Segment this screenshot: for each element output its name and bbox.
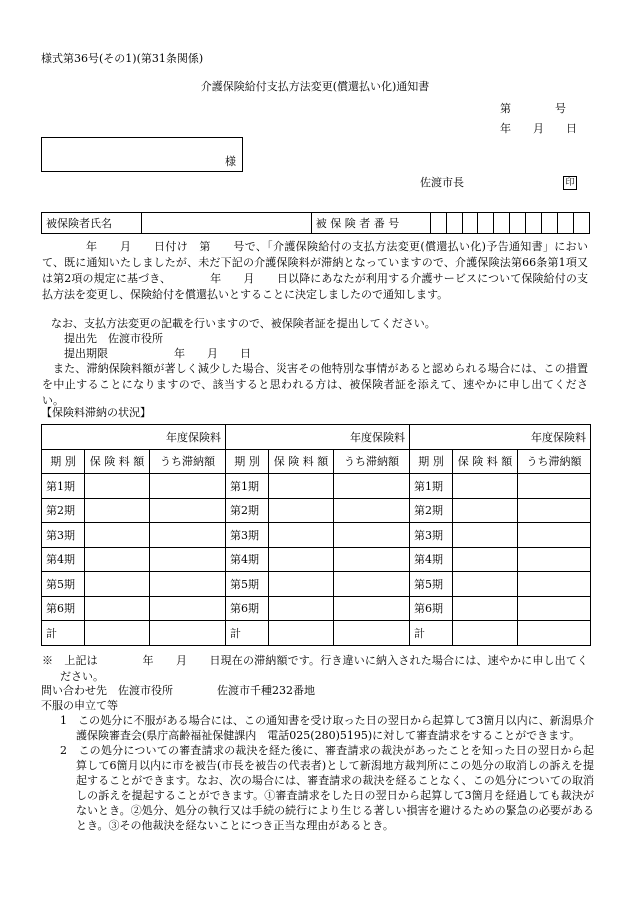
premium-amount-cell xyxy=(453,621,518,646)
period-label: 第1期 xyxy=(226,474,269,499)
addressee-box xyxy=(41,137,243,172)
column-header: 保 険 料 額 xyxy=(453,449,518,474)
form-code: 様式第36号(その1)(第31条関係) xyxy=(41,52,204,65)
table-row xyxy=(42,596,591,621)
premium-amount-cell xyxy=(453,596,518,621)
period-label: 第5期 xyxy=(42,572,85,597)
body-paragraph-2: なお、支払方法変更の記載を行いますので、被保険者証を提出してください。 xyxy=(51,317,436,330)
period-label: 第5期 xyxy=(226,572,269,597)
table-row xyxy=(42,572,591,597)
issuer-name: 佐渡市長 xyxy=(420,176,464,189)
arrears-amount-cell xyxy=(518,596,591,621)
arrears-amount-cell xyxy=(518,498,591,523)
body-paragraph-1: 年 月 日付け 第 号で、「介護保険給付の支払方法変更(償還払い化)予告通知書」において、既に通知いたしましたが、未だ下記の介護保険料が滞納となっていますので、介護保険法第66条第1項又は第2項の規定に基づき、 年 月 日以降にあなたが利用する介護サービスについて保険給付の支払方法を変更し、保険給付を償還払いとすることに決定しましたので通知します。 xyxy=(42,240,588,301)
premium-amount-cell xyxy=(453,547,518,572)
period-label: 第1期 xyxy=(42,474,85,499)
period-label: 計 xyxy=(410,621,453,646)
column-header: うち滞納額 xyxy=(150,449,226,474)
appeal-title: 不服の申立て等 xyxy=(41,699,118,712)
premium-amount-cell xyxy=(85,523,150,548)
period-label: 第6期 xyxy=(226,596,269,621)
arrears-amount-cell xyxy=(150,523,226,548)
addressee-suffix: 様 xyxy=(225,155,236,168)
premium-amount-cell xyxy=(85,474,150,499)
document-title: 介護保険給付支払方法変更(償還払い化)通知書 xyxy=(200,80,430,93)
premium-amount-cell xyxy=(85,498,150,523)
table-row xyxy=(42,498,591,523)
arrears-amount-cell xyxy=(334,621,410,646)
period-label: 第1期 xyxy=(410,474,453,499)
appeal-item-2: 2 この処分についての審査請求の裁決を経た後に、審査請求の裁決があったことを知った日の翌日から起算して6箇月以内に市を被告(市長を被告の代表者)として新潟地方裁判所にこの処分の取消しの訴えを提起することができます。なお、次の場合には、審査請求の裁決を経ることなく、この処分についての取消しの訴えを提起することができます。①審査請求をした日の翌日から起算して3箇月を経過しても裁決がないとき。②処分、処分の執行又は手続の続行により生じる著しい損害を避けるための緊急の必要があるとき。③その他裁決を経ないことにつき正当な理由があるとき。 xyxy=(60,744,594,832)
body-paragraph-3: また、滞納保険料額が著しく減少した場合、災害その他特別な事情があると認められる場合には、この措置を中止することになりますので、該当すると思われる方は、被保険者証を添えて、速やかに申し出てください。 xyxy=(42,362,588,407)
arrears-amount-cell xyxy=(150,621,226,646)
period-label: 第6期 xyxy=(410,596,453,621)
arrears-amount-cell xyxy=(150,547,226,572)
appeal-item-1: 1 この処分に不服がある場合には、この通知書を受け取った日の翌日から起算して3箇月以内に、新潟県介護保険審査会(県庁高齢福祉保健課内 電話025(280)5195)に対して審査請求をすることができます。 xyxy=(60,714,594,742)
year-header-cell: 年度保険料 xyxy=(226,425,410,450)
column-header: 期 別 xyxy=(42,449,85,474)
section-title: 【保険料滞納の状況】 xyxy=(41,406,151,419)
submit-deadline: 提出期限 年 月 日 xyxy=(64,347,251,360)
arrears-amount-cell xyxy=(334,523,410,548)
digit-cell xyxy=(430,213,446,234)
digit-cell xyxy=(573,213,589,234)
year-header-cell: 年度保険料 xyxy=(410,425,591,450)
digit-cell xyxy=(510,213,526,234)
note-line: ※ 上記は 年 月 日現在の滞納額です。行き違いに納入された場合には、速やかに申し出てください。 xyxy=(42,654,588,683)
arrears-amount-cell xyxy=(150,474,226,499)
column-header: うち滞納額 xyxy=(518,449,591,474)
premium-amount-cell xyxy=(269,474,334,499)
premium-amount-cell xyxy=(453,498,518,523)
period-label: 第3期 xyxy=(42,523,85,548)
arrears-amount-cell xyxy=(150,596,226,621)
arrears-amount-cell xyxy=(150,498,226,523)
premium-amount-cell xyxy=(85,547,150,572)
column-header: 期 別 xyxy=(410,449,453,474)
document-date: 年 月 日 xyxy=(500,122,577,135)
period-label: 第3期 xyxy=(226,523,269,548)
arrears-amount-cell xyxy=(518,572,591,597)
premium-amount-cell xyxy=(453,523,518,548)
digit-cell xyxy=(494,213,510,234)
arrears-amount-cell xyxy=(518,547,591,572)
period-label: 計 xyxy=(42,621,85,646)
period-label: 第2期 xyxy=(226,498,269,523)
premium-amount-cell xyxy=(269,621,334,646)
document-number: 第 号 xyxy=(500,102,566,115)
arrears-amount-cell xyxy=(334,572,410,597)
table-row xyxy=(42,523,591,548)
arrears-amount-cell xyxy=(518,474,591,499)
year-header-row xyxy=(42,425,591,450)
column-header: うち滞納額 xyxy=(334,449,410,474)
insured-name-cell xyxy=(141,213,311,234)
insured-number-label: 被 保 険 者 番 号 xyxy=(311,213,430,234)
submit-to: 提出先 佐渡市役所 xyxy=(64,332,163,345)
year-header-cell: 年度保険料 xyxy=(42,425,226,450)
period-label: 計 xyxy=(226,621,269,646)
digit-cell xyxy=(542,213,558,234)
arrears-amount-cell xyxy=(334,498,410,523)
period-label: 第5期 xyxy=(410,572,453,597)
arrears-status-table xyxy=(41,424,591,646)
table-row xyxy=(42,621,591,646)
period-label: 第4期 xyxy=(226,547,269,572)
arrears-amount-cell xyxy=(518,621,591,646)
premium-amount-cell xyxy=(269,498,334,523)
table-row xyxy=(42,474,591,499)
digit-cell xyxy=(558,213,574,234)
arrears-amount-cell xyxy=(334,474,410,499)
arrears-amount-cell xyxy=(150,572,226,597)
arrears-amount-cell xyxy=(334,547,410,572)
period-label: 第4期 xyxy=(42,547,85,572)
arrears-amount-cell xyxy=(518,523,591,548)
digit-cell xyxy=(526,213,542,234)
premium-amount-cell xyxy=(453,474,518,499)
insured-info-table xyxy=(41,212,590,234)
premium-amount-cell xyxy=(85,621,150,646)
digit-cell xyxy=(446,213,462,234)
column-header: 保 険 料 額 xyxy=(269,449,334,474)
premium-amount-cell xyxy=(269,523,334,548)
column-header-row xyxy=(42,449,591,474)
period-label: 第3期 xyxy=(410,523,453,548)
digit-cell xyxy=(478,213,494,234)
period-label: 第2期 xyxy=(42,498,85,523)
seal-mark: 印 xyxy=(563,176,577,190)
premium-amount-cell xyxy=(269,596,334,621)
note-text xyxy=(42,653,588,685)
premium-amount-cell xyxy=(453,572,518,597)
contact-info: 問い合わせ先 佐渡市役所 佐渡市千種232番地 xyxy=(41,684,315,697)
insured-name-label: 被保険者氏名 xyxy=(42,213,142,234)
column-header: 保 険 料 額 xyxy=(85,449,150,474)
premium-amount-cell xyxy=(269,547,334,572)
column-header: 期 別 xyxy=(226,449,269,474)
arrears-amount-cell xyxy=(334,596,410,621)
premium-amount-cell xyxy=(85,596,150,621)
premium-amount-cell xyxy=(85,572,150,597)
digit-cell xyxy=(462,213,478,234)
period-label: 第6期 xyxy=(42,596,85,621)
period-label: 第2期 xyxy=(410,498,453,523)
period-label: 第4期 xyxy=(410,547,453,572)
table-row xyxy=(42,547,591,572)
appeal-list xyxy=(42,713,594,833)
premium-amount-cell xyxy=(269,572,334,597)
